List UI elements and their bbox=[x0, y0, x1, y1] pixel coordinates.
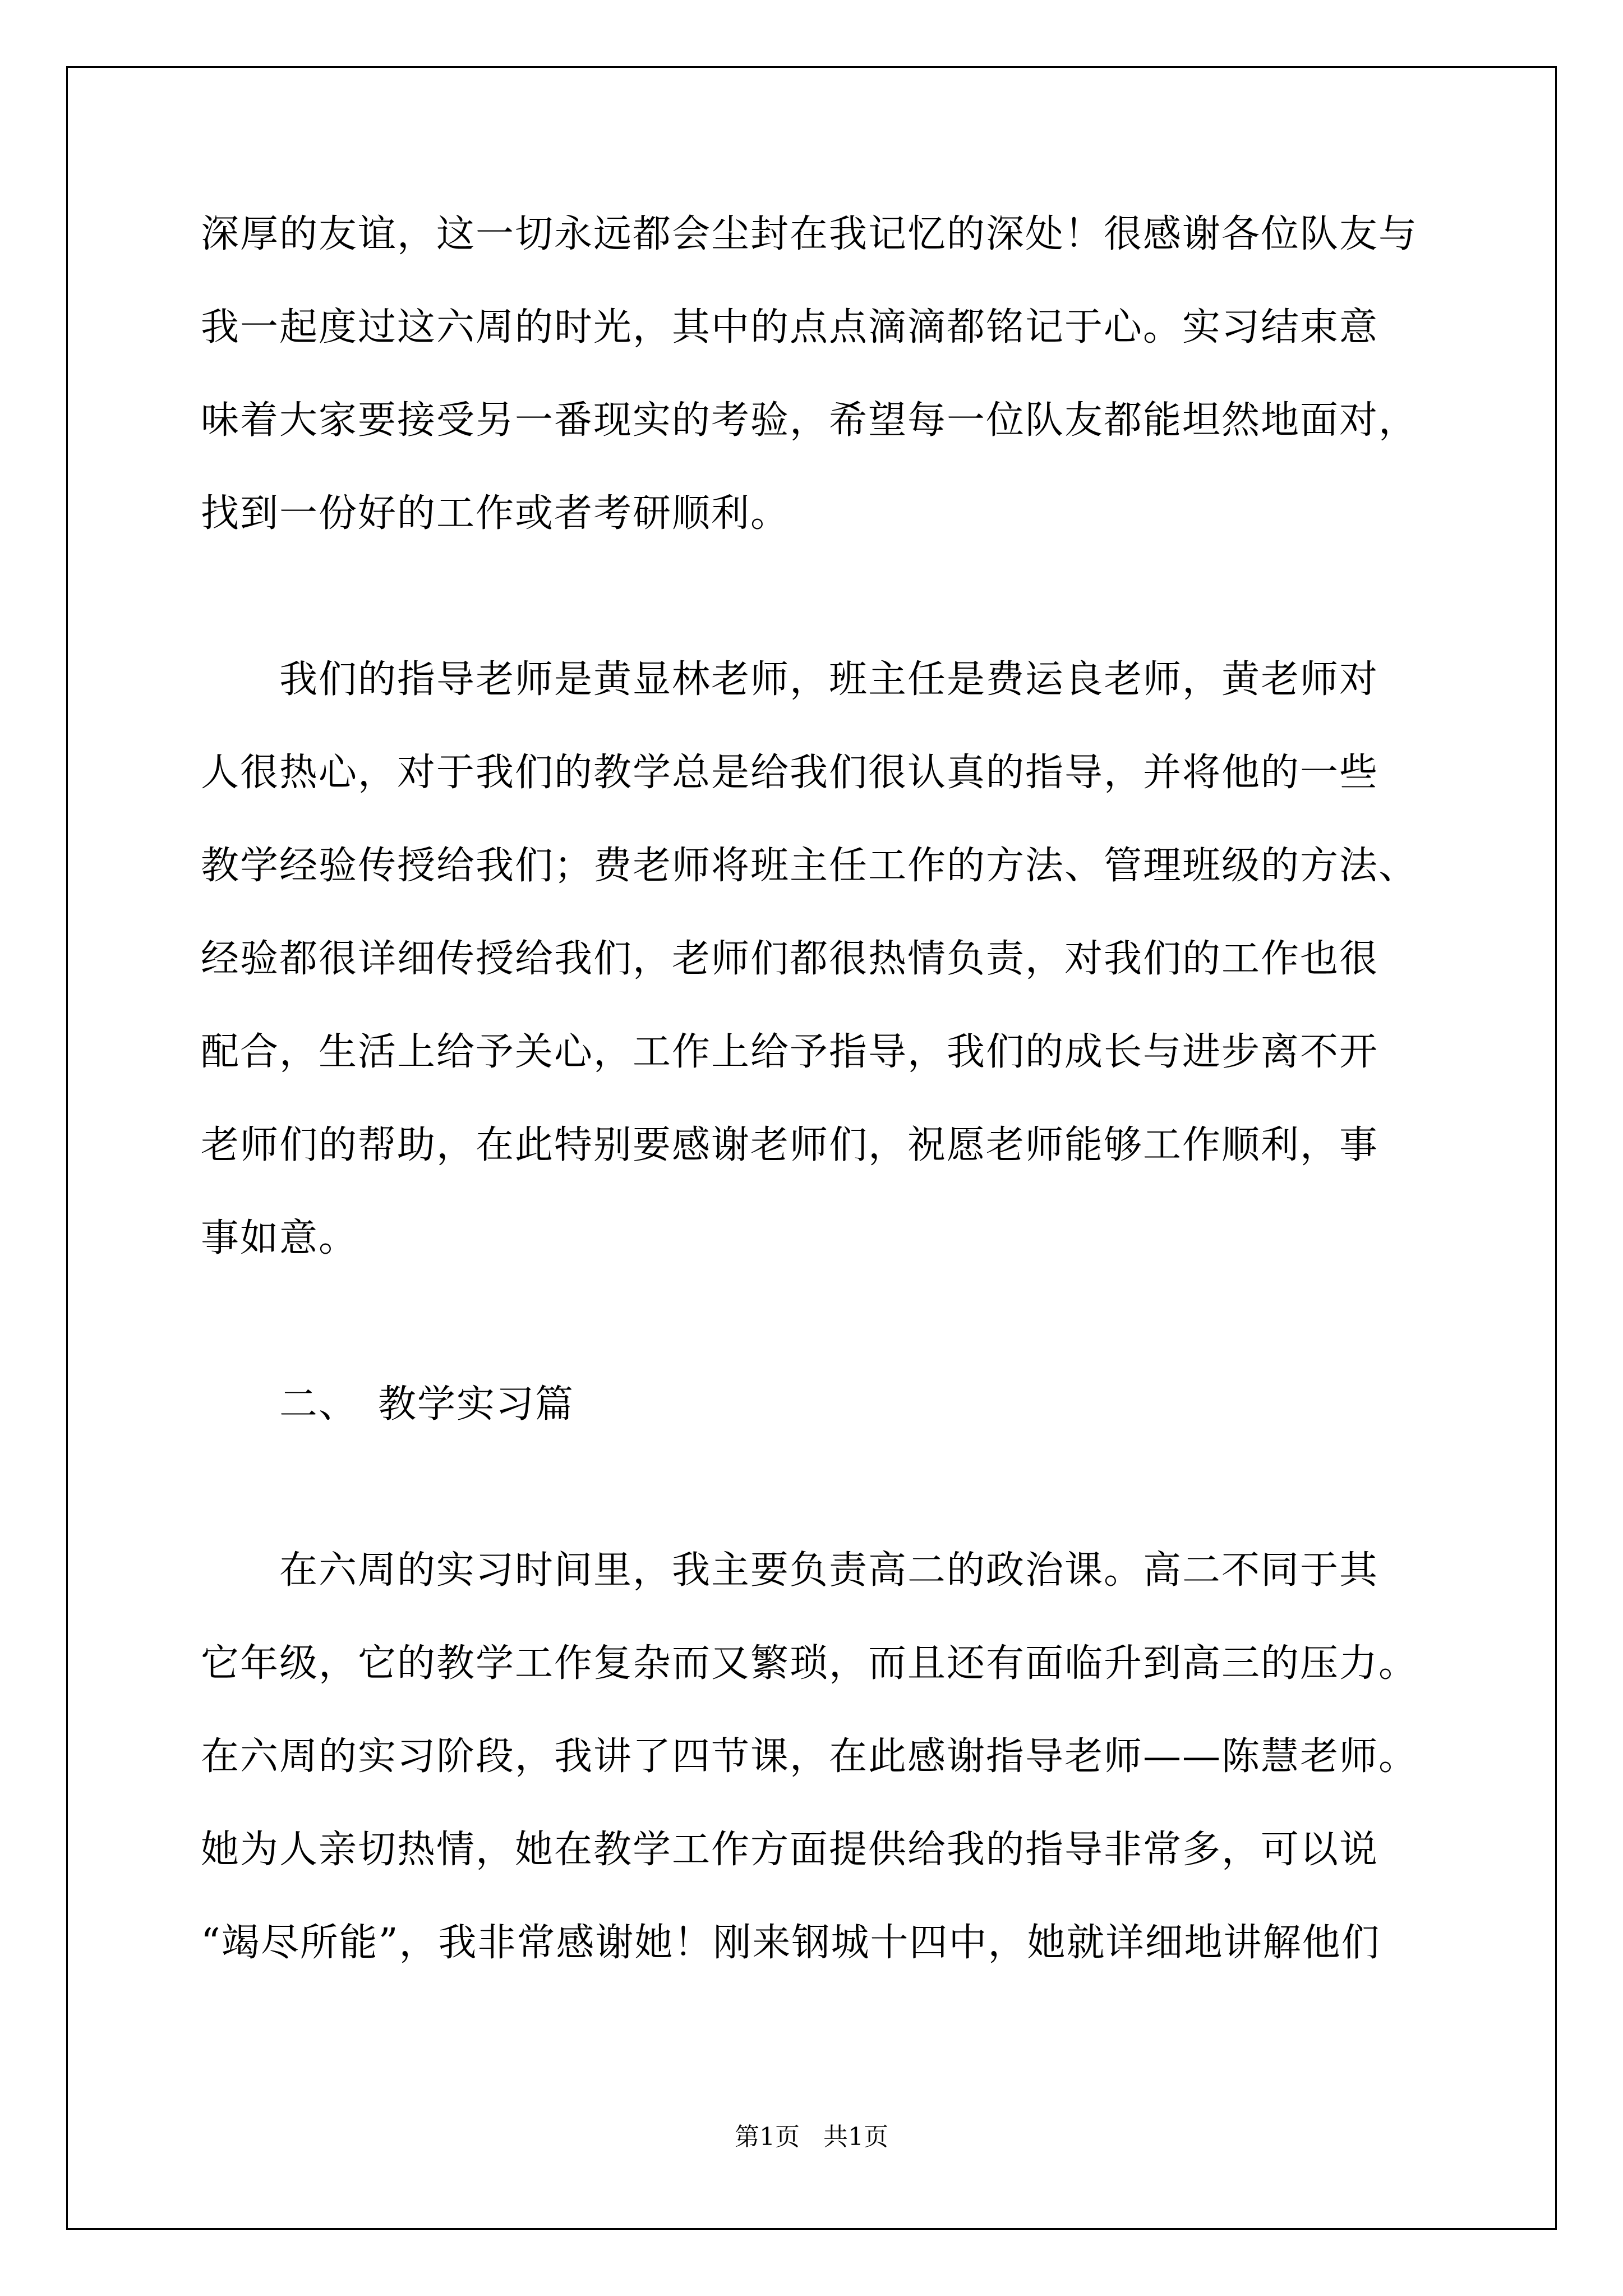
text-line-13: 在六周的实习时间里，我主要负责高二的政治课。高二不同于其 bbox=[201, 1548, 1379, 1593]
text-line-6: 人很热心，对于我们的教学总是给我们很认真的指导，并将他的一些 bbox=[201, 751, 1379, 795]
text-line-14: 它年级，它的教学工作复杂而又繁琐，而且还有面临升到高三的压力。 bbox=[201, 1641, 1418, 1686]
text-line-2: 我一起度过这六周的时光，其中的点点滴滴都铭记于心。实习结束意 bbox=[201, 305, 1379, 349]
text-line-4: 找到一份好的工作或者考研顺利。 bbox=[201, 491, 790, 536]
text-line-7: 教学经验传授给我们；费老师将班主任工作的方法、管理班级的方法、 bbox=[201, 844, 1418, 888]
text-line-16: 她为人亲切热情，她在教学工作方面提供给我的指导非常多，可以说 bbox=[201, 1828, 1379, 1872]
text-line-15: 在六周的实习阶段，我讲了四节课，在此感谢指导老师——陈慧老师。 bbox=[201, 1734, 1418, 1779]
section-heading: 二、 教学实习篇 bbox=[201, 1382, 575, 1427]
text-line-1: 深厚的友谊，这一切永远都会尘封在我记忆的深处！很感谢各位队友与 bbox=[201, 212, 1418, 256]
text-line-3: 味着大家要接受另一番现实的考验，希望每一位队友都能坦然地面对， bbox=[201, 398, 1418, 443]
text-line-5: 我们的指导老师是黄显林老师，班主任是费运良老师，黄老师对 bbox=[201, 657, 1379, 702]
text-line-11: 事如意。 bbox=[201, 1216, 358, 1260]
text-line-17: “竭尽所能”，我非常感谢她！刚来钢城十四中，她就详细地讲解他们 bbox=[201, 1921, 1381, 1965]
page-footer: 第1页 共1页 bbox=[735, 2123, 888, 2151]
text-line-9: 配合，生活上给予关心，工作上给予指导，我们的成长与进步离不开 bbox=[201, 1030, 1379, 1074]
text-line-8: 经验都很详细传授给我们，老师们都很热情负责，对我们的工作也很 bbox=[201, 937, 1379, 981]
text-line-10: 老师们的帮助，在此特别要感谢老师们，祝愿老师能够工作顺利，事 bbox=[201, 1123, 1379, 1167]
